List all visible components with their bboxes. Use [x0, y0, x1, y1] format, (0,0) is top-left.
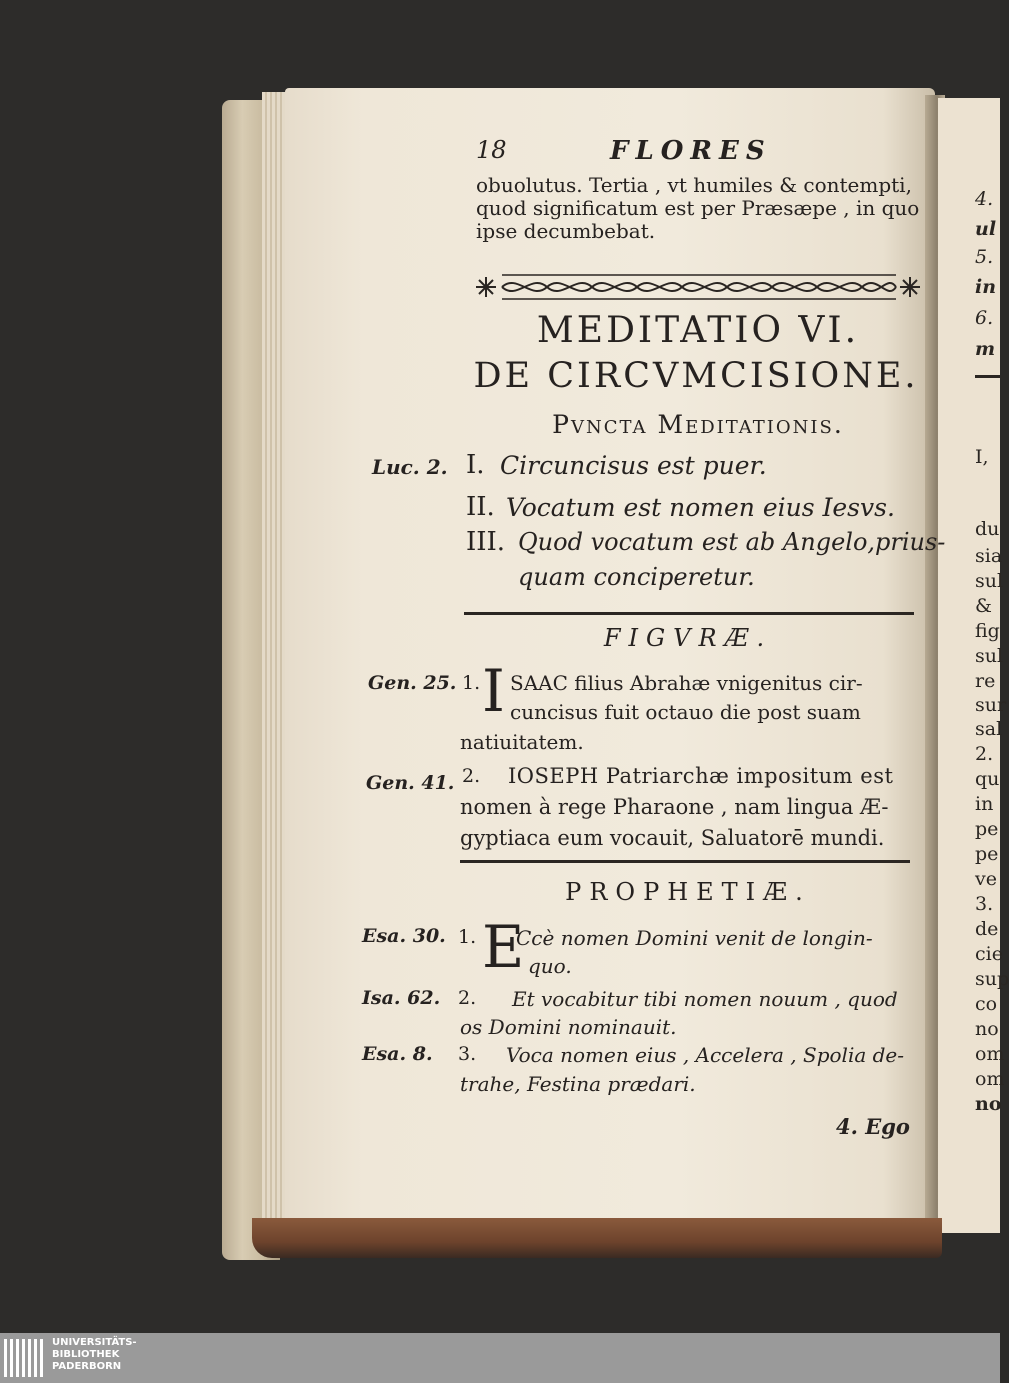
punctum-number: II. [466, 492, 495, 522]
figurae-heading: FIGVRÆ. [603, 624, 773, 652]
right-page-fragment: sal [975, 718, 1003, 740]
catchword: 4. Ego [836, 1114, 910, 1139]
right-page-fragment: 4. [975, 188, 994, 210]
meditation-subtitle: DE CIRCVMCISIONE. [473, 356, 919, 396]
right-page-fragment: ve [975, 868, 997, 890]
margin-reference: Gen. 25. [368, 672, 457, 694]
figura-line: SAAC filius Abrahæ vnigenitus cir- [510, 671, 863, 695]
punctum-number: III. [466, 527, 506, 557]
right-page-fragment: pe [975, 818, 999, 840]
right-page-fragment: fig [975, 620, 1000, 642]
right-page-fragment: sul [975, 570, 1004, 592]
right-page-fragment: om [975, 1068, 1005, 1090]
prophetia-line: quo. [528, 954, 572, 978]
right-page-fragment: ul [975, 218, 997, 240]
meditation-title: MEDITATIO VI. [536, 310, 860, 351]
book-cover-edge [252, 1218, 942, 1258]
top-paragraph: obuolutus. Tertia , vt humiles & contempti, quod significatum est per Præsæpe , in quo ipse decumbebat. [476, 173, 920, 243]
prophetia-line: Voca nomen eius , Accelera , Spolia de- [506, 1043, 905, 1067]
right-page-fragment: qu [975, 768, 1000, 790]
running-title: FLORES [610, 136, 772, 166]
drop-capital: E [482, 913, 525, 981]
right-page-fragment: in [975, 276, 997, 298]
item-number: 1. [462, 672, 481, 694]
drop-capital: I [482, 657, 505, 725]
divider-rule [460, 860, 910, 863]
margin-reference: Gen. 41. [366, 772, 455, 794]
prophetiae-heading: PROPHETIÆ. [565, 878, 811, 906]
library-name-line: PADERBORN [52, 1361, 122, 1372]
prophetia-line: trahe, Festina prædari. [460, 1072, 696, 1096]
divider-rule [464, 612, 914, 615]
prophetia-line: os Domini nominauit. [460, 1015, 677, 1039]
right-page-fragment: cie [975, 943, 1003, 965]
ornamental-border [472, 270, 924, 304]
right-page-fragment: in [975, 793, 994, 815]
margin-reference: Esa. 8. [362, 1043, 433, 1065]
margin-reference: Isa. 62. [362, 987, 441, 1009]
right-page-fragment: sul [975, 645, 1004, 667]
page-number: 18 [476, 136, 507, 164]
prophetia-line: Et vocabitur tibi nomen nouum , quod [512, 987, 898, 1011]
library-footer [0, 1333, 1000, 1383]
right-page-fragment: 3. [975, 893, 994, 915]
figura-line: nomen à rege Pharaone , nam lingua Æ- [460, 795, 889, 819]
right-page-fragment: co [975, 993, 998, 1015]
right-page-fragment: & [975, 595, 992, 617]
right-page-fragment: du [975, 518, 1000, 540]
prophetia-line: Ccè nomen Domini venit de longin- [516, 926, 873, 950]
right-page-fragment: I, [975, 446, 989, 468]
figura-line: natiuitatem. [460, 730, 584, 754]
right-page-fragment: de [975, 918, 999, 940]
right-page-fragment: re [975, 670, 996, 692]
item-number: 3. [458, 1043, 477, 1065]
library-name [52, 1337, 137, 1373]
margin-reference: Esa. 30. [362, 925, 446, 947]
punctum-number: I. [466, 450, 485, 480]
item-number: 2. [462, 765, 481, 787]
right-page-fragment: no [975, 1018, 999, 1040]
right-page-fragment: sia [975, 545, 1003, 567]
right-page-fragment: no [975, 1093, 1002, 1115]
margin-reference: Luc. 2. [372, 455, 448, 479]
punctum-text-continued: quam conciperetur. [518, 563, 755, 591]
item-number: 2. [458, 987, 477, 1009]
right-page-fragment: sur [975, 694, 1007, 716]
puncta-heading: Pvncta Meditationis. [552, 410, 844, 439]
right-page-fragment: pe [975, 843, 999, 865]
punctum-text: Vocatum est nomen eius Iesvs. [506, 493, 895, 522]
right-page-fragment: 6. [975, 307, 994, 329]
punctum-text: Quod vocatum est ab Angelo,prius- [518, 528, 946, 556]
library-name-line: BIBLIOTHEK [52, 1349, 120, 1360]
right-page-fragment: sup [975, 968, 1009, 990]
right-page-rule [975, 375, 1000, 378]
right-page-fragment: m [975, 338, 996, 360]
figura-line: gyptiaca eum vocauit, Saluatorē mundi. [460, 826, 885, 850]
right-page-fragment: om [975, 1043, 1005, 1065]
library-logo-icon [4, 1337, 44, 1379]
library-name-line: UNIVERSITÄTS- [52, 1337, 137, 1348]
punctum-text: Circuncisus est puer. [500, 451, 767, 480]
item-number: 1. [458, 926, 477, 948]
figura-line: IOSEPH Patriarchæ impositum est [508, 764, 894, 788]
figura-line: cuncisus fuit octauo die post suam [510, 700, 861, 724]
right-page-fragment: 5. [975, 246, 994, 268]
right-page-fragment: 2. [975, 743, 994, 765]
